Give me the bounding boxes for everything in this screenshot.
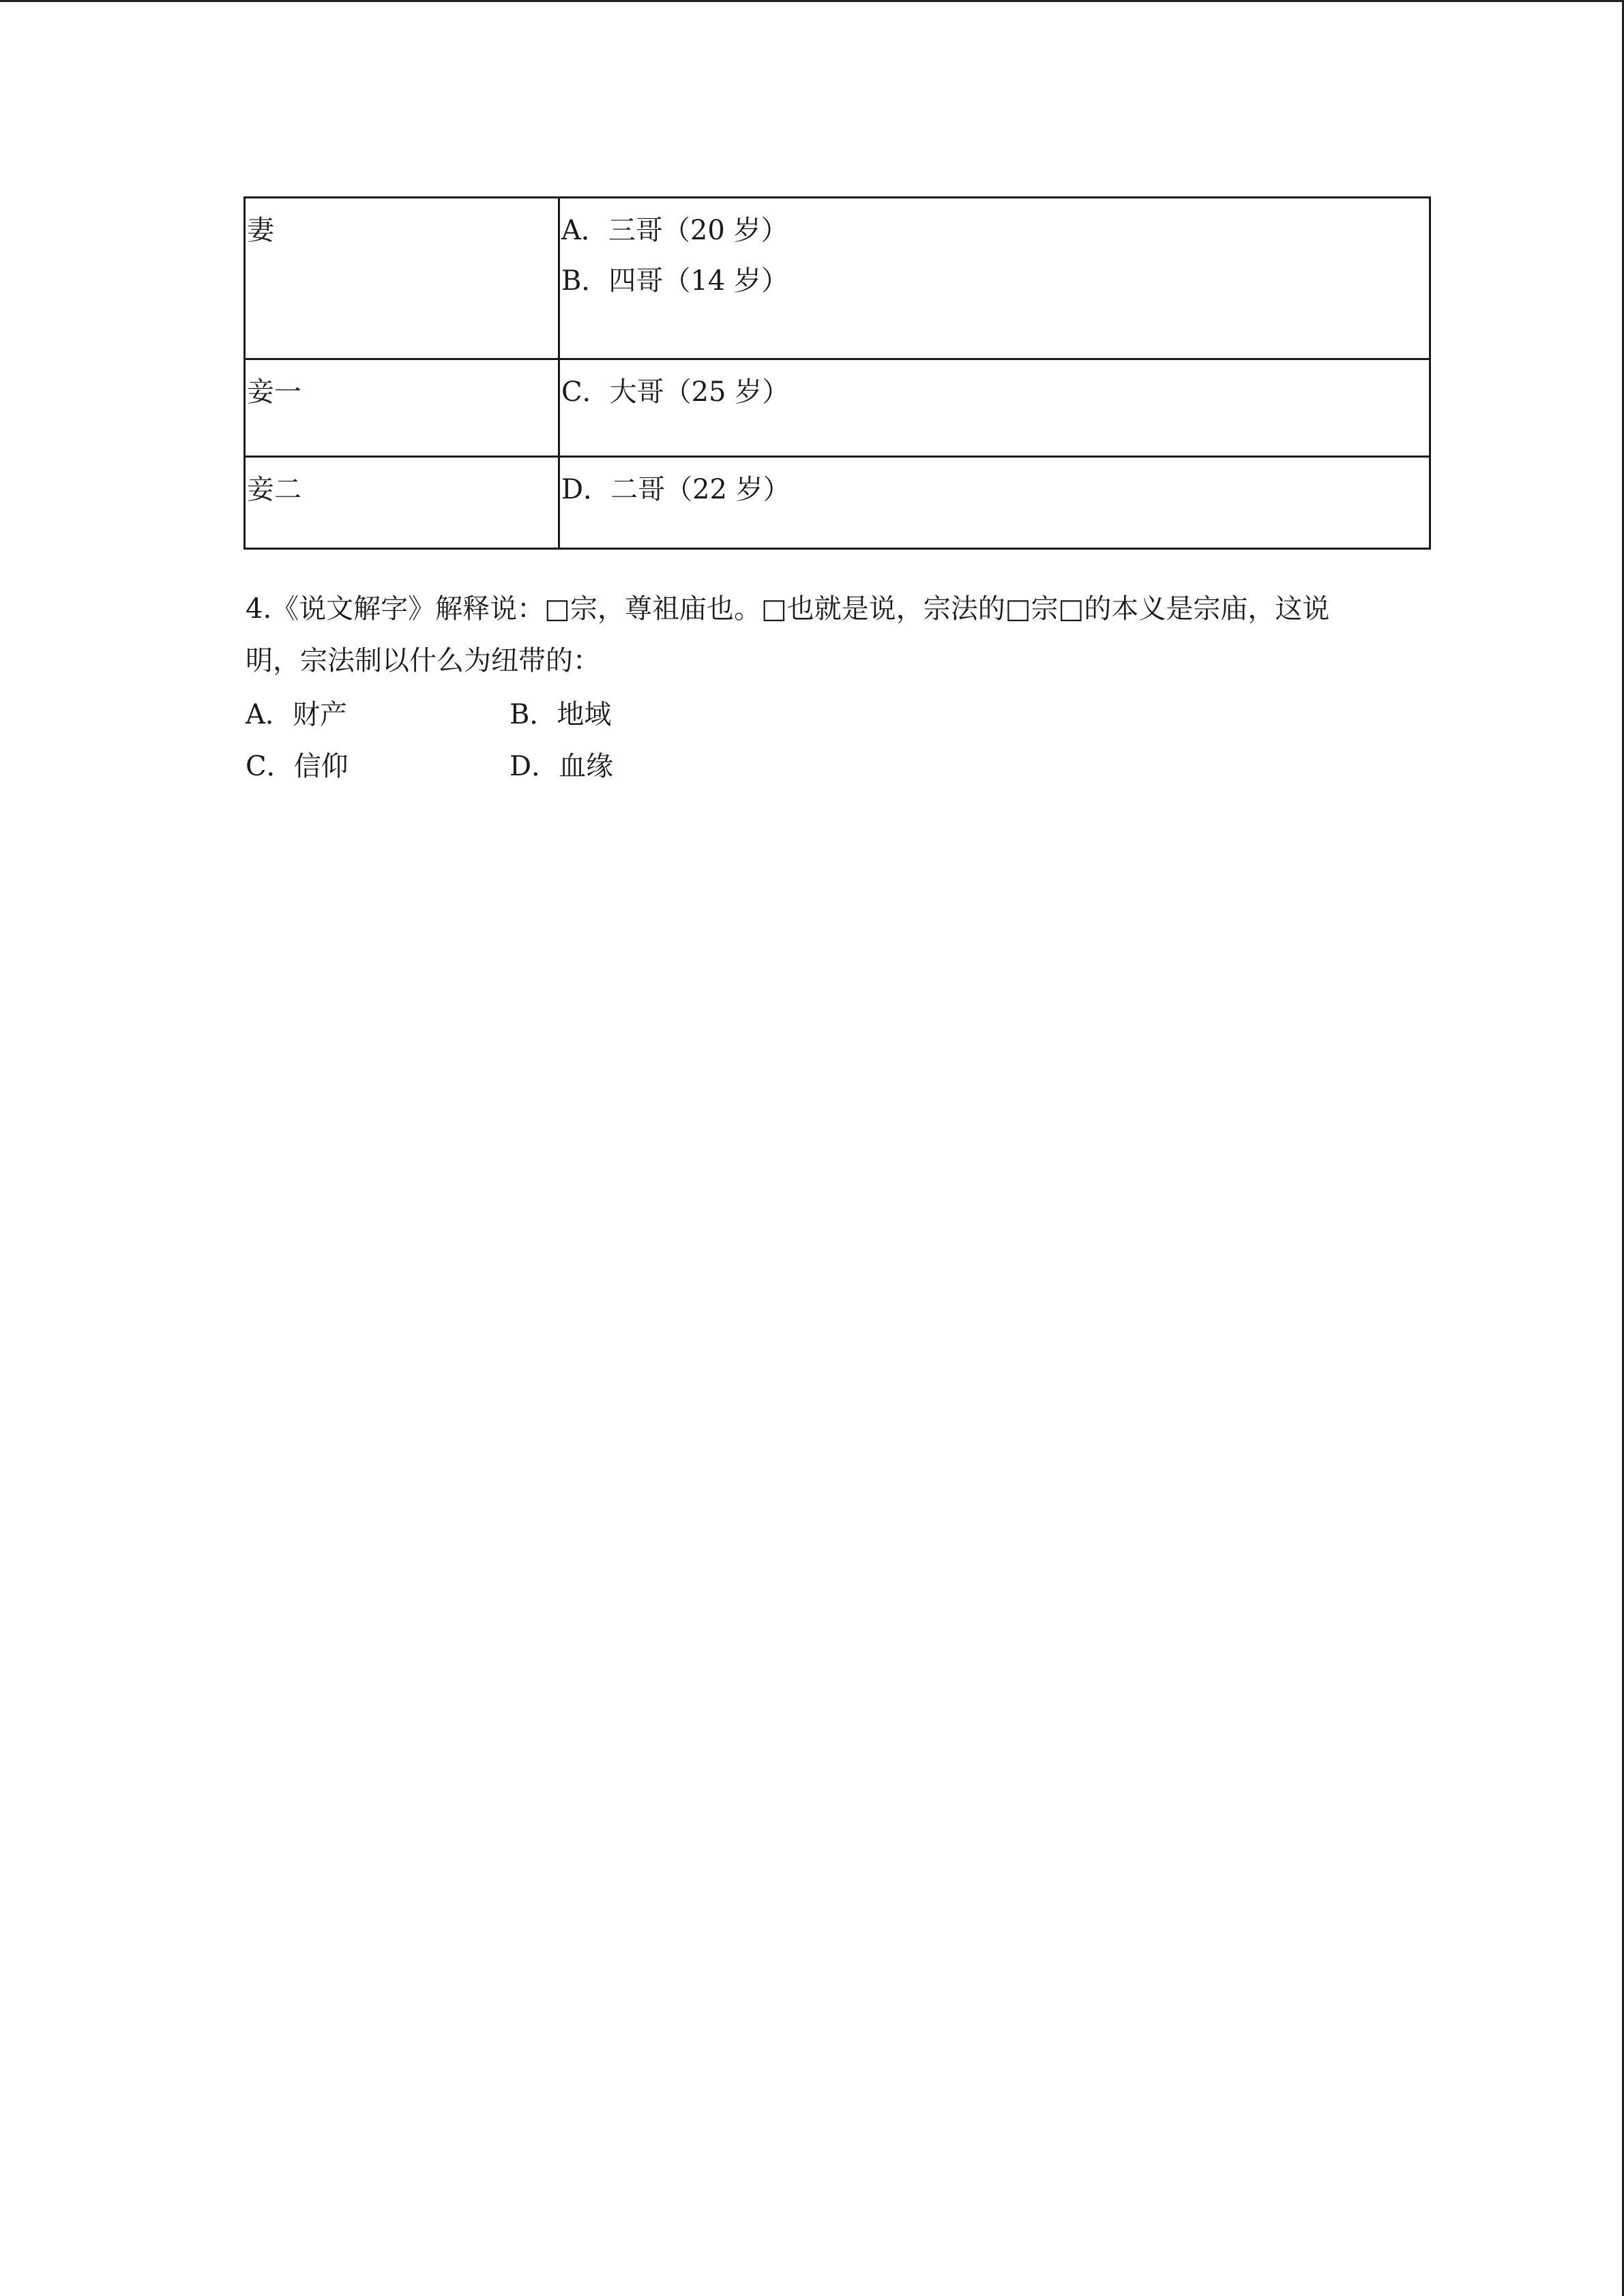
role-label: 妾一 [247, 376, 301, 408]
choice-row [246, 689, 773, 741]
question-stem-line-2: 明，宗法制以什么为纽带的： [246, 645, 600, 676]
choice-a: A．财产 [246, 699, 347, 730]
role-label: 妾二 [247, 474, 301, 505]
role-label: 妻 [247, 215, 274, 246]
table-row [245, 457, 1430, 549]
option-c: C．大哥（25 岁） [561, 376, 790, 408]
option-b: B．四哥（14 岁） [561, 265, 789, 297]
table-cell-role [245, 359, 559, 457]
choice-b: B．地域 [510, 699, 612, 730]
choice-d: D．血缘 [510, 751, 614, 782]
question-stem-line-1: 4.《说文解字》解释说：□宗，尊祖庙也。□也就是说，宗法的□宗□的本义是宗庙，这说 [246, 593, 1330, 625]
table-row [245, 198, 1430, 359]
choice-row [246, 741, 773, 792]
option-a: A．三哥（20 岁） [561, 215, 788, 246]
table-row [245, 359, 1430, 457]
table-cell-options [559, 457, 1430, 549]
page-top-border [0, 0, 1624, 2]
table-cell-options [559, 198, 1430, 359]
table-cell-options [559, 359, 1430, 457]
question-choices [246, 689, 773, 792]
question-4 [246, 583, 1405, 687]
table-cell-role [245, 198, 559, 359]
table-cell-role [245, 457, 559, 549]
answer-table [243, 196, 1431, 550]
option-d: D．二哥（22 岁） [561, 474, 791, 505]
choice-c: C．信仰 [246, 751, 349, 782]
